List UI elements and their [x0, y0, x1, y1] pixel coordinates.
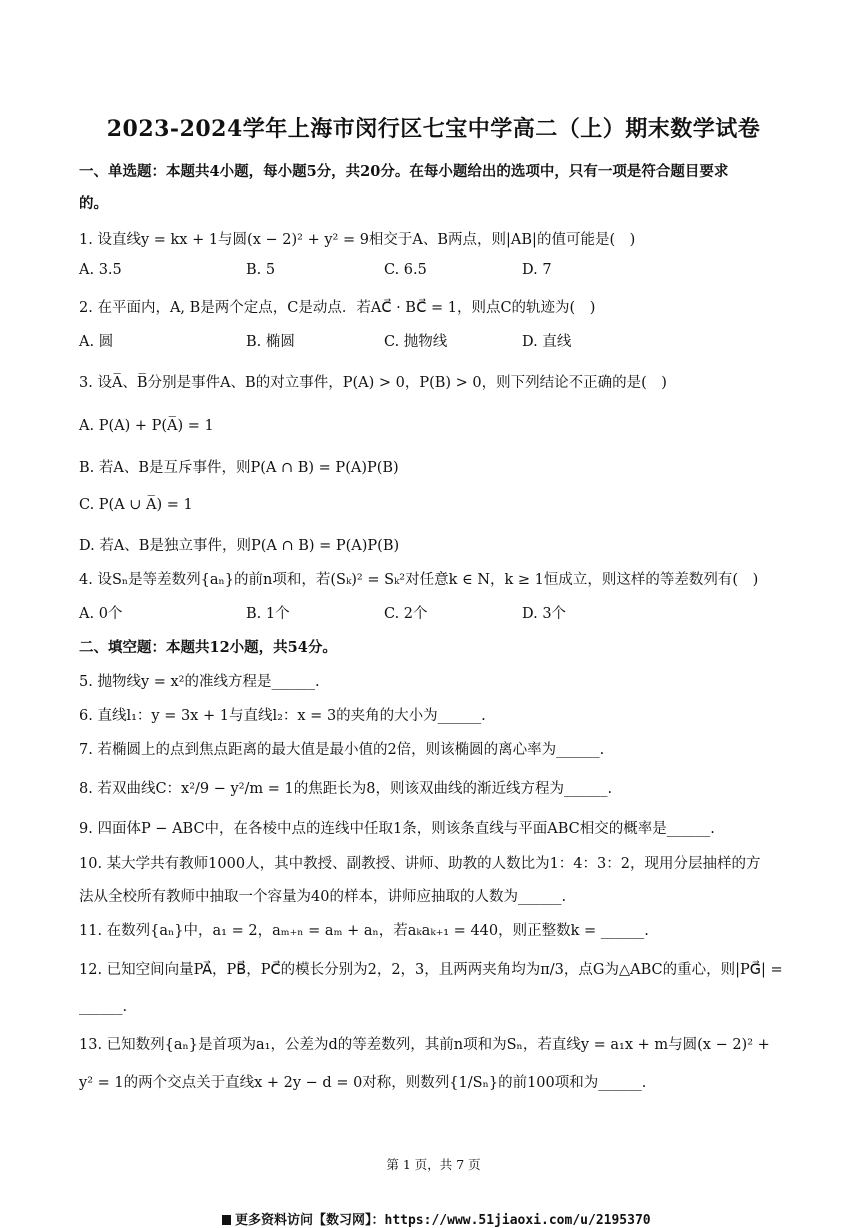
- page-number: 第 1 页，共 7 页: [386, 1157, 481, 1172]
- q2-option-c: C. 抛物线: [384, 334, 448, 350]
- q4-option-b: B. 1个: [246, 606, 290, 622]
- question-7: 7. 若椭圆上的点到焦点距离的最大值是最小值的2倍，则该椭圆的离心率为______.: [79, 742, 605, 758]
- q3-option-c: C. P(A ∪ A̅) = 1: [79, 497, 193, 513]
- question-2: 2. 在平面内，A, B是两个定点，C是动点．若AC⃗ · BC⃗ = 1，则点C的轨迹为( ): [79, 300, 596, 316]
- section-heading-single-choice: 一、单选题：本题共4小题，每小题5分，共20分。在每小题给出的选项中，只有一项是符合题目要求: [79, 163, 729, 180]
- promo-banner[interactable]: [222, 1209, 651, 1228]
- question-10-continuation: 法从全校所有教师中抽取一个容量为40的样本，讲师应抽取的人数为______.: [79, 889, 567, 905]
- question-12: 12. 已知空间向量PA⃗，PB⃗，PC⃗的模长分别为2，2，3，且两两夹角均为π/3，点G为△ABC的重心，则|PG⃗| =: [79, 962, 783, 978]
- section-heading-fill-in: 二、填空题：本题共12小题，共54分。: [79, 639, 337, 656]
- q1-option-c: C. 6.5: [384, 262, 427, 278]
- question-1: 1. 设直线y = kx + 1与圆(x − 2)² + y² = 9相交于A、B两点，则|AB|的值可能是( ): [79, 232, 636, 248]
- q4-option-a: A. 0个: [79, 606, 123, 622]
- question-13-continuation: y² = 1的两个交点关于直线x + 2y − d = 0对称，则数列{1/Sₙ}的前100项和为______.: [79, 1075, 647, 1091]
- q3-option-a: A. P(A) + P(A̅) = 1: [79, 418, 214, 434]
- section-heading-continuation: 的。: [79, 195, 108, 212]
- question-11: 11. 在数列{aₙ}中，a₁ = 2，aₘ₊ₙ = aₘ + aₙ，若aₖaₖ₊₁ = 440，则正整数k = ______.: [79, 923, 649, 939]
- q1-option-b: B. 5: [246, 262, 276, 278]
- flag-icon: [222, 1215, 231, 1225]
- q2-option-a: A. 圆: [79, 334, 114, 350]
- question-6: 6. 直线l₁：y = 3x + 1与直线l₂：x = 3的夹角的大小为______.: [79, 708, 486, 724]
- q3-option-b: B. 若A、B是互斥事件，则P(A ∩ B) = P(A)P(B): [79, 460, 399, 476]
- exam-title: 2023-2024学年上海市闵行区七宝中学高二（上）期末数学试卷: [106, 116, 761, 142]
- q2-option-d: D. 直线: [522, 334, 572, 350]
- question-8: 8. 若双曲线C：x²/9 − y²/m = 1的焦距长为8，则该双曲线的渐近线方程为______.: [79, 781, 613, 797]
- question-9: 9. 四面体P − ABC中，在各棱中点的连线中任取1条，则该条直线与平面ABC相交的概率是______.: [79, 821, 715, 837]
- q2-option-b: B. 椭圆: [246, 334, 295, 350]
- q4-option-d: D. 3个: [522, 606, 567, 622]
- promo-banner-text: 更多资料访问【数习网】：https://www.51jiaoxi.com/u/2195370: [235, 1213, 651, 1228]
- question-12-continuation: ______.: [79, 999, 128, 1015]
- question-5: 5. 抛物线y = x²的准线方程是______.: [79, 674, 320, 690]
- q3-option-d: D. 若A、B是独立事件，则P(A ∩ B) = P(A)P(B): [79, 538, 400, 554]
- question-4: 4. 设Sₙ是等差数列{aₙ}的前n项和，若(Sₖ)² = Sₖ²对任意k ∈ N，k ≥ 1恒成立，则这样的等差数列有( ): [79, 572, 759, 588]
- q1-option-d: D. 7: [522, 262, 552, 278]
- question-13: 13. 已知数列{aₙ}是首项为a₁，公差为d的等差数列，其前n项和为Sₙ，若直线y = a₁x + m与圆(x − 2)² +: [79, 1037, 770, 1053]
- q1-option-a: A. 3.5: [79, 262, 122, 278]
- question-3: 3. 设A̅、B̅分别是事件A、B的对立事件，P(A) > 0，P(B) > 0，则下列结论不正确的是( ): [79, 375, 667, 391]
- question-10: 10. 某大学共有教师1000人，其中教授、副教授、讲师、助教的人数比为1：4：3：2，现用分层抽样的方: [79, 856, 761, 872]
- q4-option-c: C. 2个: [384, 606, 428, 622]
